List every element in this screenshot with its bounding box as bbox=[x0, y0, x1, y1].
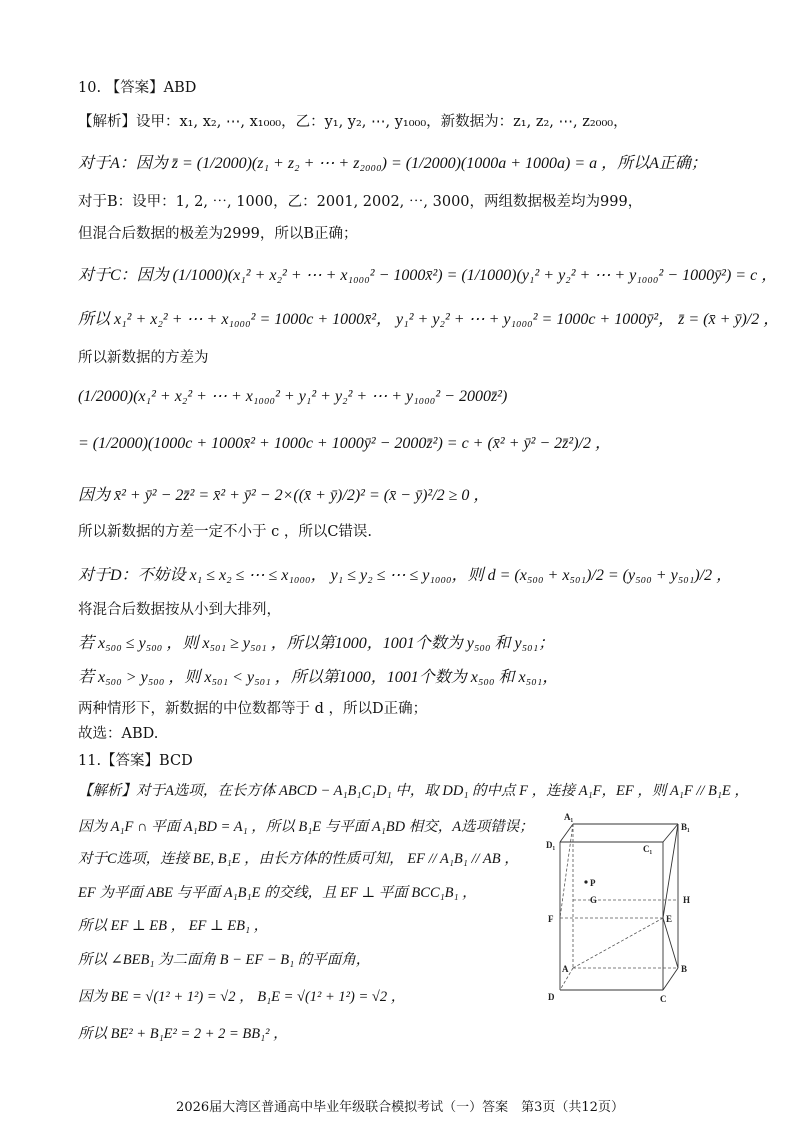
label-d: D bbox=[548, 992, 555, 1002]
label-g: G bbox=[590, 895, 598, 905]
q10-option-d-5: 两种情形下，新数据的中位数都等于 d ，所以D正确； bbox=[78, 701, 428, 717]
q10-option-d-3: 若 x₅₀₀ ≤ y₅₀₀ ，则 x₅₀₁ ≥ y₅₀₁ ，所以第1000，1001个数为 y₅₀₀ 和 y₅₀₁； bbox=[78, 635, 555, 652]
q11-line-6: 所以 ∠BEB₁ 为二面角 B − EF − B₁ 的平面角， bbox=[78, 952, 371, 968]
q10-option-c-4: (1/2000)(x₁² + x₂² + ⋯ + x₁₀₀₀² + y₁² + y₂² + ⋯ + y₁₀₀₀² − 2000z̄²) bbox=[78, 388, 508, 405]
label-c: C bbox=[660, 994, 667, 1004]
label-d1: D₁ bbox=[546, 840, 556, 850]
segment-e-b bbox=[663, 918, 678, 968]
cuboid-figure bbox=[540, 808, 700, 1008]
q10-option-c-1: 对于C：因为 (1/1000)(x₁² + x₂² + ⋯ + x₁₀₀₀² − 1000x̄²) = (1/1000)(y₁² + y₂² + ⋯ + y₁₀₀₀² − 1000ȳ²) = c ， bbox=[78, 267, 778, 284]
q10-option-c-3: 所以新数据的方差为 bbox=[78, 350, 209, 366]
segment-a-e bbox=[573, 918, 663, 968]
label-b1: B₁ bbox=[681, 822, 690, 832]
label-p: P bbox=[590, 878, 596, 888]
label-e: E bbox=[666, 914, 673, 924]
segment-a1-f bbox=[560, 824, 573, 918]
label-c1: C₁ bbox=[643, 844, 653, 854]
q10-option-b-1: 对于B：设甲：1, 2, ⋯, 1000，乙：2001, 2002, ⋯, 3000，两组数据极差均为999， bbox=[78, 194, 643, 210]
q10-choose: 故选：ABD. bbox=[78, 726, 159, 742]
q11-line-8: 所以 BE² + B₁E² = 2 + 2 = BB₁² ， bbox=[78, 1026, 288, 1042]
page-footer: 2026届大湾区普通高中毕业年级联合模拟考试（一）答案 第3页（共12页） bbox=[176, 1100, 624, 1115]
label-h: H bbox=[683, 895, 691, 905]
label-a1: A₁ bbox=[564, 812, 574, 822]
q10-answer: 10. 【答案】ABD bbox=[78, 80, 197, 96]
label-b: B bbox=[681, 964, 688, 974]
q10-option-d-1: 对于D：不妨设 x₁ ≤ x₂ ≤ ⋯ ≤ x₁₀₀₀， y₁ ≤ y₂ ≤ ⋯ ≤ y₁₀₀₀，则 d = (x₅₀₀ + x₅₀₁)/2 = (y₅₀₀ + y₅₀₁)/2 ， bbox=[78, 567, 733, 584]
q10-option-d-4: 若 x₅₀₀ > y₅₀₀ ，则 x₅₀₁ < y₅₀₁ ，所以第1000，1001个数为 x₅₀₀ 和 x₅₀₁， bbox=[78, 669, 559, 686]
label-a: A bbox=[562, 964, 569, 974]
q10-option-b-2: 但混合后数据的极差为2999，所以B正确； bbox=[78, 226, 358, 242]
q11-line-2: 因为 A₁F ∩ 平面 A₁BD = A₁ ，所以 B₁E 与平面 A₁BD 相交，A选项错误； bbox=[78, 819, 534, 835]
q10-analysis: 【解析】设甲：x₁, x₂, ⋯, x₁₀₀₀，乙：y₁, y₂, ⋯, y₁₀₀₀，新数据为：z₁, z₂, ⋯, z₂₀₀₀， bbox=[78, 114, 628, 130]
q10-option-c-6: 因为 x̄² + ȳ² − 2z̄² = x̄² + ȳ² − 2×((x̄ + ȳ)/2)² = (x̄ − ȳ)²/2 ≥ 0 ， bbox=[78, 487, 490, 504]
q11-answer: 11.【答案】BCD bbox=[78, 753, 193, 769]
label-f: F bbox=[548, 914, 554, 924]
q11-line-7: 因为 BE = √(1² + 1²) = √2 ， B₁E = √(1² + 1²) = √2 ， bbox=[78, 989, 406, 1005]
point-p bbox=[584, 880, 587, 883]
q10-option-d-2: 将混合后数据按从小到大排列， bbox=[78, 602, 281, 618]
q10-option-a: 对于A：因为 z̄ = (1/2000)(z₁ + z₂ + ⋯ + z₂₀₀₀) = (1/2000)(1000a + 1000a) = a ，所以A正确； bbox=[78, 155, 707, 172]
q10-option-c-5: = (1/2000)(1000c + 1000x̄² + 1000c + 1000ȳ² − 2000z̄²) = c + (x̄² + ȳ² − 2z̄²)/2 ， bbox=[78, 435, 611, 452]
q10-option-c-7: 所以新数据的方差一定不小于 c ，所以C错误. bbox=[78, 524, 373, 540]
edge-c-b bbox=[663, 968, 678, 990]
q11-line-3: 对于C选项，连接 BE, B₁E ，由长方体的性质可知， EF // A₁B₁ // AB ， bbox=[78, 851, 519, 867]
q10-option-c-2: 所以 x₁² + x₂² + ⋯ + x₁₀₀₀² = 1000c + 1000x̄²， y₁² + y₂² + ⋯ + y₁₀₀₀² = 1000c + 1000ȳ²， z̄ = (x̄ + ȳ)/2 ， bbox=[78, 311, 780, 328]
q11-line-1: 【解析】对于A选项，在长方体 ABCD − A₁B₁C₁D₁ 中，取 DD₁ 的中点 F ，连接 A₁F，EF ，则 A₁F // B₁E ， bbox=[78, 783, 749, 799]
q11-line-5: 所以 EF ⊥ EB ， EF ⊥ EB₁ ， bbox=[78, 918, 269, 934]
q11-line-4: EF 为平面 ABE 与平面 A₁B₁E 的交线，且 EF ⊥ 平面 BCC₁B₁ ， bbox=[78, 885, 477, 901]
segment-e-b1 bbox=[663, 824, 678, 918]
